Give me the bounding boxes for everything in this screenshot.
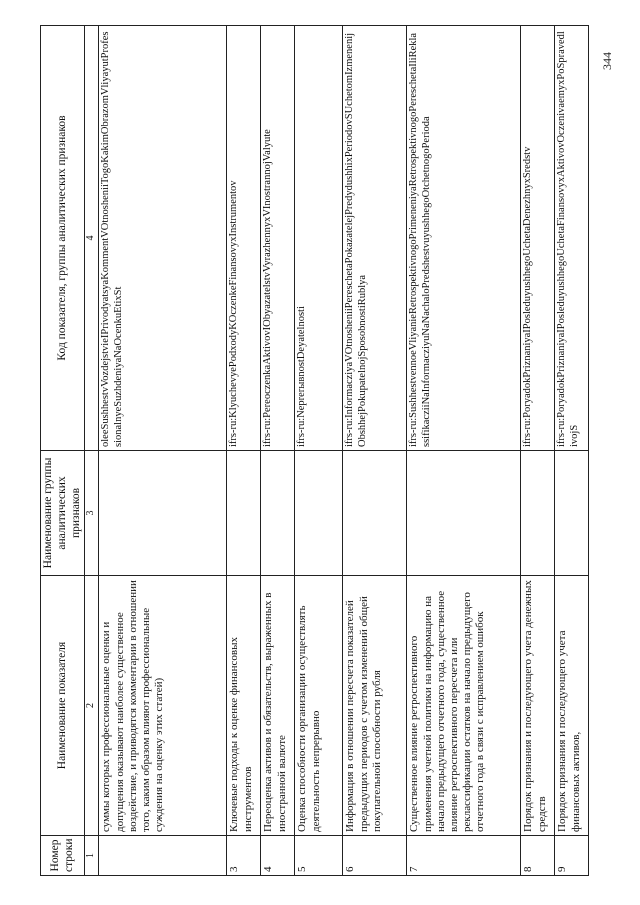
header-group-name: Наименование группы аналитических признаков	[41, 451, 85, 576]
rotated-table-wrapper	[40, 26, 580, 876]
row-number: 7	[407, 836, 521, 876]
row-number: 4	[261, 836, 295, 876]
row-number: 3	[227, 836, 261, 876]
indicator-name: суммы которых профессиональные оценки и допущения оказывают наиболее существенное воздействие, и приводятся комментарии в отношении того, каким образом влияют профессиональные суждения на оценку этих статей)	[99, 576, 227, 836]
table-row	[555, 26, 589, 876]
header-row-number: Номер строки	[41, 836, 85, 876]
header-indicator-name: Наименование показателя	[41, 576, 85, 836]
row-number: 5	[295, 836, 343, 876]
group-name	[555, 451, 589, 576]
indicator-code: ifrs-ru:PereoczenkaAktivovIObyazatelstvVyrazhennyxVInostrannojValyute	[261, 26, 295, 451]
group-name	[295, 451, 343, 576]
table-row	[261, 26, 295, 876]
row-number: 8	[521, 836, 555, 876]
indicator-name: Оценка способности организации осуществлять деятельность непрерывно	[295, 576, 343, 836]
column-number: 4	[85, 26, 99, 451]
column-number: 2	[85, 576, 99, 836]
column-number: 1	[85, 836, 99, 876]
indicator-code: ifrs-ru:InformacziyaVOtnosheniiPereschetaPokazatelejPredydushhixPeriodovSUchetomIzmenenijObshhejPokupatelnojSposobnostiRublya	[343, 26, 407, 451]
indicator-code: ifrs-ru:PoryadokPriznaniyaIPosleduyushhegoUchetaDenezhnyxSredstv	[521, 26, 555, 451]
page-number: 344	[600, 52, 614, 70]
row-number	[99, 836, 227, 876]
indicator-name: Порядок признания и последующего учета денежных средств	[521, 576, 555, 836]
indicator-table	[40, 25, 589, 876]
table-row	[99, 26, 227, 876]
indicator-code: ifrs-ru:PoryadokPriznaniyaIPosleduyushhegoUchetaFinansovyxAktivovOczenivaemyxPoSpravedlivojS	[555, 26, 589, 451]
header-code: Код показателя, группы аналитических признаков	[41, 26, 85, 451]
indicator-name: Информация в отношении пересчета показателей предыдущих периодов с учетом изменений общей покупательной способности рубля	[343, 576, 407, 836]
group-name	[227, 451, 261, 576]
group-name	[261, 451, 295, 576]
indicator-code: ifrs-ru:SushhestvennoeVliyanieRetrospektivnogoPrimeneniyaRetrospektivnogoPereschetaIliReklassifikacziiNaInformacziyuNaNachaloPredshestvuyushhegoOtchetnogoPerioda	[407, 26, 521, 451]
row-number: 9	[555, 836, 589, 876]
table-row	[227, 26, 261, 876]
table-row	[343, 26, 407, 876]
indicator-name: Существенное влияние ретроспективного применения учетной политики на информацию на начало предыдущего отчетного года, существенное влияние ретроспективного пересчета или реклассификации остатков на начало предыдущего отчетного года в связи с исправлением ошибок	[407, 576, 521, 836]
group-name	[99, 451, 227, 576]
table-row	[521, 26, 555, 876]
indicator-name: Порядок признания и последующего учета финансовых активов,	[555, 576, 589, 836]
group-name	[521, 451, 555, 576]
indicator-name: Ключевые подходы к оценке финансовых инструментов	[227, 576, 261, 836]
group-name	[343, 451, 407, 576]
table-row	[295, 26, 343, 876]
indicator-code: ifrs-ru:KlyuchevyePodxodyKOczenkeFinansovyxInstrumentov	[227, 26, 261, 451]
column-number: 3	[85, 451, 99, 576]
row-number: 6	[343, 836, 407, 876]
indicator-name: Переоценка активов и обязательств, выраженных в иностранной валюте	[261, 576, 295, 836]
group-name	[407, 451, 521, 576]
table-row	[407, 26, 521, 876]
indicator-code: ifrs-ru:NeprerывnostDeyatelnosti	[295, 26, 343, 451]
indicator-code: oleeSushhestvVozdejstvieIPrivodyatsyaKommentVOtnosheniiTogoKakimObrazomVliyayutProfessionalnyeSuzhdeniyaNaOcenkuEtixSt	[99, 26, 227, 451]
